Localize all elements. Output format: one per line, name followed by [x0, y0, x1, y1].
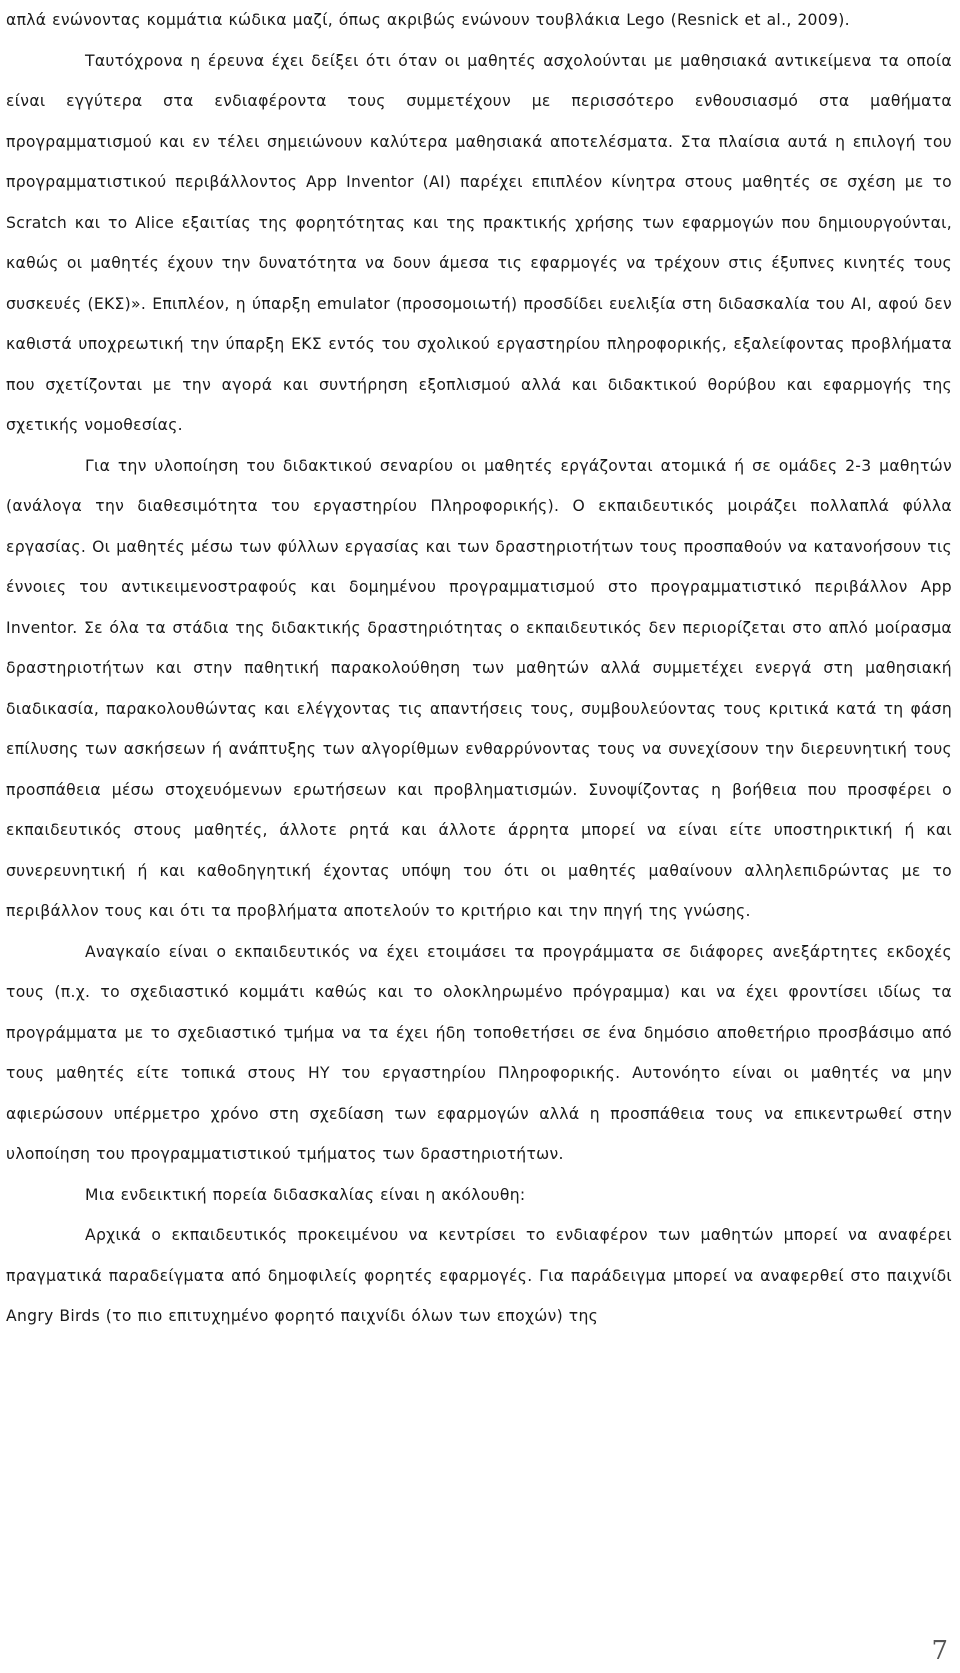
page-number: 7: [931, 1636, 948, 1666]
paragraph-preparation: Αναγκαίο είναι ο εκπαιδευτικός να έχει ετοιμάσει τα προγράμματα σε διάφορες ανεξάρτητες εκδοχές τους (π.χ. το σχεδιαστικό κομμάτι καθώς και το ολοκληρωμένο πρόγραμμα) και να έχει φροντίσει ιδίως τα προγράμματα με το σχεδιαστικό τμήμα να τα έχει ήδη τοποθετήσει σε ένα δημόσιο αποθετήριο προσβάσιμο από τους μαθητές είτε τοπικά στους ΗΥ του εργαστηρίου Πληροφορικής. Αυτονόητο είναι οι μαθητές να μην αφιερώσουν υπέρμετρο χρόνο στη σχεδίαση των εφαρμογών αλλά η προσπάθεια τους να επικεντρωθεί στην υλοποίηση του προγραμματιστικού τμήματος των δραστηριοτήτων.: [6, 942, 952, 1163]
paragraph-implementation: Για την υλοποίηση του διδακτικού σεναρίου οι μαθητές εργάζονται ατομικά ή σε ομάδες 2-3 μαθητών (ανάλογα την διαθεσιμότητα του εργαστηρίου Πληροφορικής). Ο εκπαιδευτικός μοιράζει πολλαπλά φύλλα εργασίας. Οι μαθητές μέσω των φύλλων εργασίας και των δραστηριοτήτων τους προσπαθούν να κατανοήσουν τις έννοιες του αντικειμενοστραφούς και δομημένου προγραμματισμού στο προγραμματιστικό περιβάλλον App Inventor. Σε όλα τα στάδια της διδακτικής δραστηριότητας ο εκπαιδευτικός δεν περιορίζεται στο απλό μοίρασμα δραστηριοτήτων και στην παθητική παρακολούθηση των μαθητών αλλά συμμετέχει ενεργά στη μαθησιακή διαδικασία, παρακολουθώντας και ελέγχοντας τις απαντήσεις τους, συμβουλεύοντας τους κριτικά κατά τη φάση επίλυσης των ασκήσεων ή ανάπτυξης των αλγορίθμων ενθαρρύνοντας τους να συνεχίσουν την διερευνητική τους προσπάθεια μέσω στοχευόμενων ερωτήσεων και προβληματισμών. Συνοψίζοντας η βοήθεια που προσφέρει ο εκπαιδευτικός στους μαθητές, άλλοτε ρητά και άλλοτε άρρητα μπορεί να είναι είτε υποστηρικτική ή και συνερευνητική ή και καθοδηγητική έχοντας υπόψη του ότι οι μαθητές μαθαίνουν αλληλεπιδρώντας με το περιβάλλον τους και ότι τα προβλήματα αποτελούν το κριτήριο και την πηγή της γνώσης.: [6, 456, 952, 920]
paragraph-teaching-path-intro: Μια ενδεικτική πορεία διδασκαλίας είναι η ακόλουθη:: [85, 1185, 526, 1204]
paragraph-teaching-path-start: Αρχικά ο εκπαιδευτικός προκειμένου να κεντρίσει το ενδιαφέρον των μαθητών μπορεί να αναφέρει πραγματικά παραδείγματα από δημοφιλείς φορητές εφαρμογές. Για παράδειγμα μπορεί να αναφερθεί στο παιχνίδι Angry Birds (το πιο επιτυχημένο φορητό παιχνίδι όλων των εποχών) της: [6, 1226, 952, 1325]
paragraph-research: Ταυτόχρονα η έρευνα έχει δείξει ότι όταν οι μαθητές ασχολούνται με μαθησιακά αντικείμενα τα οποία είναι εγγύτερα στα ενδιαφέροντα τους συμμετέχουν με περισσότερο ενθουσιασμό στα μαθήματα προγραμματισμού και εν τέλει σημειώνουν καλύτερα μαθησιακά αποτελέσματα. Στα πλαίσια αυτά η επιλογή του προγραμματιστικού περιβάλλοντος App Inventor (AI) παρέχει επιπλέον κίνητρα στους μαθητές σε σχέση με το Scratch και το Alice εξαιτίας της φορητότητας και της πρακτικής χρήσης των εφαρμογών που δημιουργούνται, καθώς οι μαθητές έχουν την δυνατότητα να δουν άμεσα τις εφαρμογές να τρέχουν στις έξυπνες κινητές τους συσκευές (ΕΚΣ)». Επιπλέον, η ύπαρξη emulator (προσομοιωτή) προσδίδει ευελιξία στη διδασκαλία του AI, αφού δεν καθιστά υποχρεωτική την ύπαρξη ΕΚΣ εντός του σχολικού εργαστηρίου πληροφορικής, εξαλείφοντας προβλήματα που σχετίζονται με την αγορά και συντήρηση εξοπλισμού αλλά και διδακτικού θορύβου και εφαρμογής της σχετικής νομοθεσίας.: [6, 51, 952, 434]
paragraph-continuation: απλά ενώνοντας κομμάτια κώδικα μαζί, όπως ακριβώς ενώνουν τουβλάκια Lego (Resnick et al., 2009).: [6, 11, 850, 29]
document-page: [6, 0, 952, 1620]
